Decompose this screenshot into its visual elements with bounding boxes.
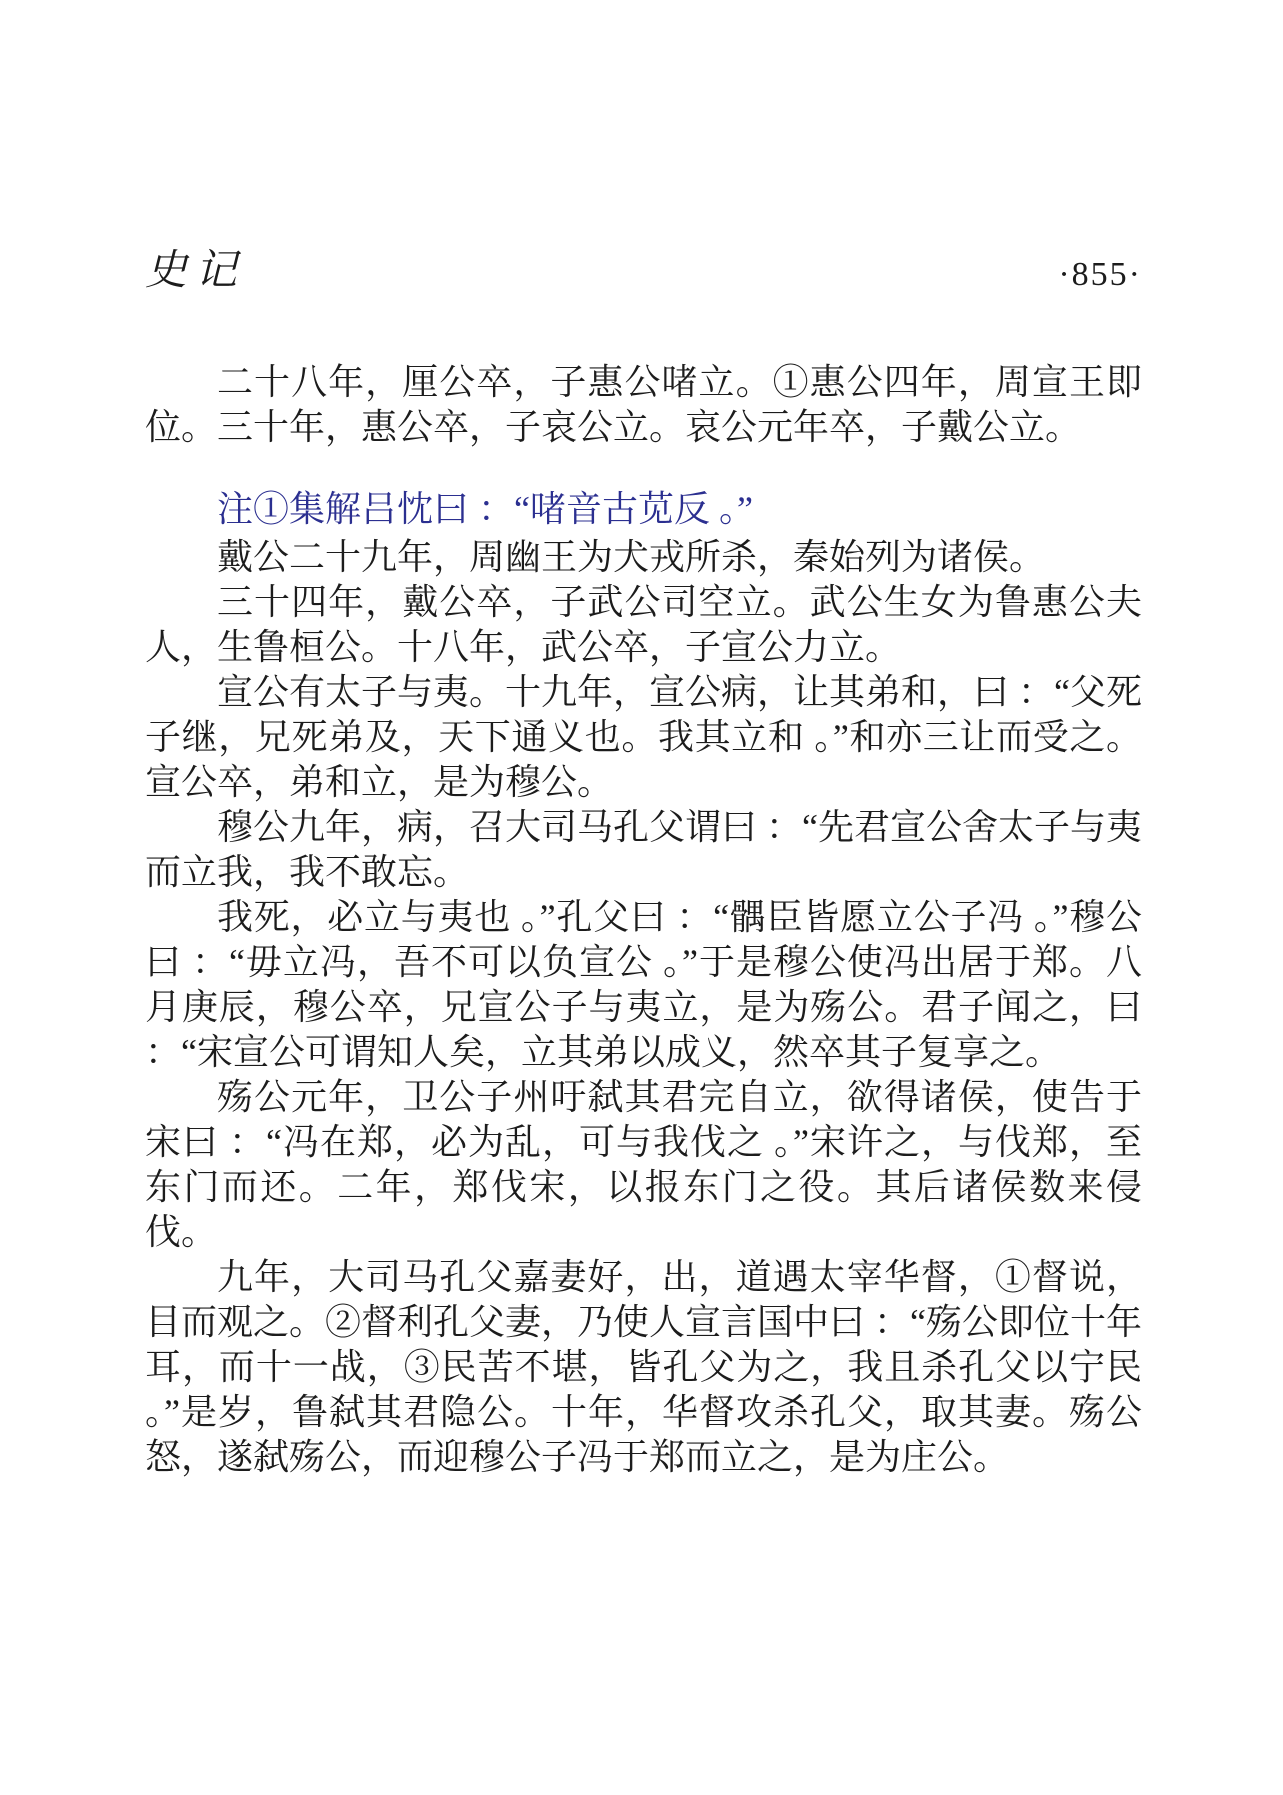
page-header — [145, 242, 1142, 292]
page-body — [145, 360, 1142, 1480]
annotation-paragraph: 注①集解吕忱曰 ：“啫音古苋反 。” — [217, 489, 753, 529]
body-paragraph: 戴公二十九年，周幽王为犬戎所杀，秦始列为诸侯。 — [217, 537, 1046, 577]
body-paragraph: 宣公有太子与夷。十九年，宣公病，让其弟和，曰 ：“父死子继，兄死弟及，天下通义也。我其立和 。”和亦三让而受之。宣公卒，弟和立，是为穆公。 — [145, 672, 1142, 802]
book-title: 史记 — [145, 248, 246, 294]
page-number: ·855· — [1058, 256, 1142, 293]
body-paragraph: 三十四年，戴公卒，子武公司空立。武公生女为鲁惠公夫人，生鲁桓公。十八年，武公卒，子宣公力立。 — [145, 582, 1142, 667]
body-paragraph: 二十八年，厘公卒，子惠公啫立。①惠公四年，周宣王即位。三十年，惠公卒，子哀公立。哀公元年卒，子戴公立。 — [145, 362, 1142, 447]
body-paragraph: 九年，大司马孔父嘉妻好，出，道遇太宰华督，①督说，目而观之。②督利孔父妻，乃使人宣言国中曰 ：“殇公即位十年耳，而十一战，③民苦不堪，皆孔父为之，我且杀孔父以宁民 。”是岁，鲁弑其君隐公。十年，华督攻杀孔父，取其妻。殇公怒，遂弑殇公，而迎穆公子冯于郑而立之，是为庄公。 — [145, 1257, 1142, 1477]
body-paragraph: 殇公元年，卫公子州吁弑其君完自立，欲得诸侯，使告于宋曰 ：“冯在郑，必为乱，可与我伐之 。”宋许之，与伐郑，至东门而还。二年，郑伐宋，以报东门之役。其后诸侯数来侵伐。 — [145, 1077, 1142, 1252]
page-content — [145, 242, 1142, 1480]
body-paragraph: 穆公九年，病，召大司马孔父谓曰 ：“先君宣公舍太子与夷而立我，我不敢忘。 — [145, 807, 1142, 892]
body-paragraph: 我死，必立与夷也 。”孔父曰 ：“髃臣皆愿立公子冯 。”穆公曰 ：“毋立冯，吾不可以负宣公 。”于是穆公使冯出居于郑。八月庚辰，穆公卒，兄宣公子与夷立，是为殇公。君子闻之，曰 ：“宋宣公可谓知人矣，立其弟以成义，然卒其子复享之。 — [145, 897, 1142, 1072]
